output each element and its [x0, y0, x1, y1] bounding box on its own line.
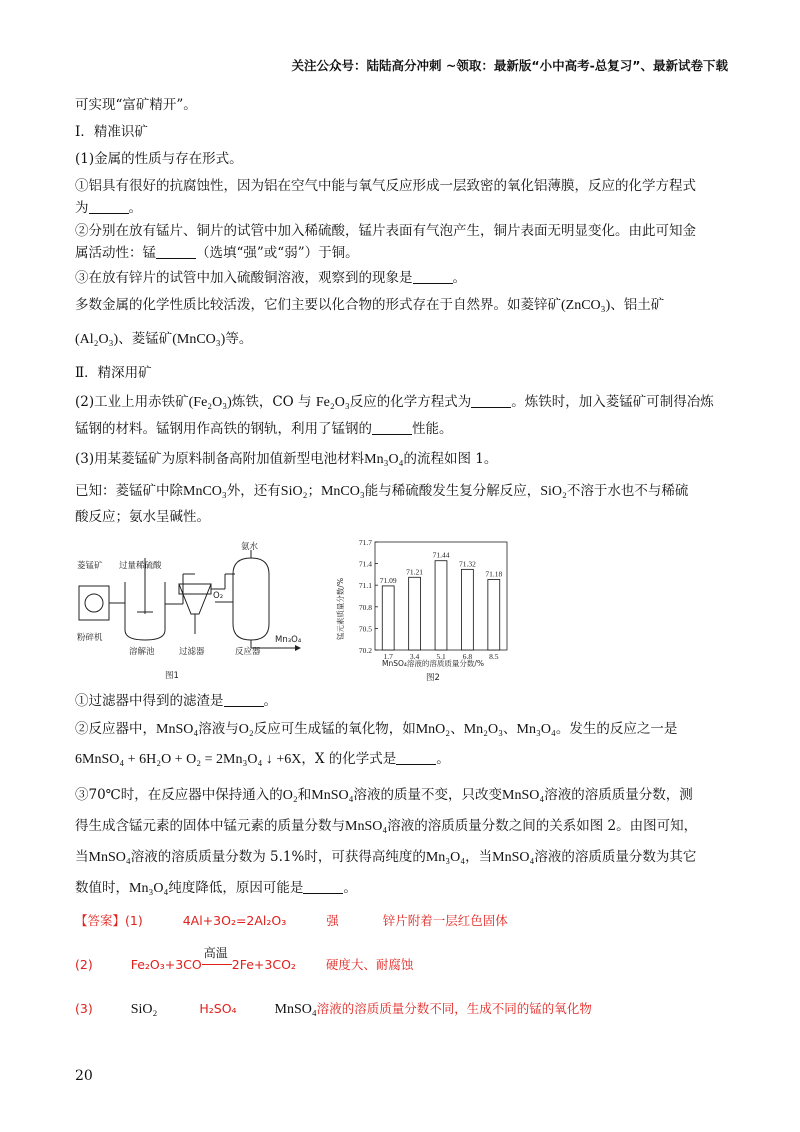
label-dissolver: 溶解池: [129, 647, 155, 657]
x-tick-label: 6.8: [462, 652, 473, 661]
text-line: 得生成含锰元素的固体中锰元素的质量分数与MnSO₄溶液的溶质质量分数之间的关系如图 2。由图可知，: [75, 818, 698, 834]
page-number: 20: [75, 1068, 93, 1084]
crusher-shape: [79, 586, 109, 620]
bar-value-label: 71.21: [406, 567, 424, 577]
condition-label: 高温: [203, 946, 228, 960]
x-tick-label: 3.4: [409, 652, 420, 661]
x-tick-label: 1.7: [383, 652, 393, 661]
text-line: 多数金属的化学性质比较活泼，它们主要以化合物的形式存在于自然界。如菱锌矿(ZnCO₃)、铝土矿: [75, 297, 665, 313]
process-flow-diagram: [75, 544, 325, 684]
answer-line-2: (2) Fe₂O₃+3CO 高温 2Fe+3CO₂ 硬度大、耐腐蚀: [75, 946, 414, 972]
bar-value-label: 71.44: [432, 550, 450, 560]
text-line: 可实现“富矿精开”。: [75, 97, 197, 113]
answer-blank: [156, 244, 196, 259]
bar: [461, 569, 473, 650]
bar-value-label: 71.18: [485, 569, 503, 579]
y-tick-label: 71.7: [358, 538, 372, 547]
text-line: ③在放有锌片的试管中加入硫酸铜溶液，观察到的现象是 。: [75, 270, 466, 286]
text-line: ③70℃时，在反应器中保持通入的O₂和MnSO₄溶液的质量不变，只改变MnSO₄溶液的溶质质量分数，测: [75, 787, 693, 803]
chart-xlabel: MnSO₄溶液的溶质质量分数/%: [381, 659, 485, 668]
text-line: ②分别在放有锰片、铜片的试管中加入稀硫酸，锰片表面有气泡产生，铜片表面无明显变化。由此可知金: [75, 223, 696, 239]
answer-blank: [224, 692, 264, 707]
chart-ylabel: 锰元素质量分数/%: [336, 577, 345, 641]
text-line: 已知：菱锰矿中除MnCO₃外，还有SiO₂；MnCO₃能与稀硫酸发生复分解反应，SiO₂不溶于水也不与稀硫: [75, 483, 689, 499]
section-heading: Ⅰ．精准识矿: [75, 124, 148, 140]
text-line: (1)金属的性质与存在形式。: [75, 151, 243, 167]
y-tick-label: 71.1: [358, 581, 372, 591]
reactor-shape: [233, 558, 269, 640]
y-tick-label: 70.8: [358, 602, 372, 612]
text-line: ①过滤器中得到的滤渣是 。: [75, 693, 277, 709]
bar: [409, 577, 421, 650]
x-tick-label: 8.5: [489, 652, 499, 661]
answer-blank: [303, 879, 343, 894]
text-line: 数值时，Mn₃O₄纯度降低，原因可能是 。: [75, 880, 357, 896]
answer-blank: [413, 269, 453, 284]
text-line: 酸反应；氨水呈碱性。: [75, 509, 210, 525]
x-tick-label: 5.1: [436, 652, 446, 661]
crusher-circle: [85, 594, 103, 612]
y-tick-label: 70.2: [358, 646, 372, 655]
y-tick-label: 70.5: [358, 624, 372, 634]
text-line: ②反应器中，MnSO₄溶液与O₂反应可生成锰的氧化物，如MnO₂、Mn₂O₃、Mn₃O₄。发生的反应之一是: [75, 721, 678, 737]
text-line: 当MnSO₄溶液的溶质质量分数为 5.1%时，可获得高纯度的Mn₃O₄，当MnSO₄溶液的溶质质量分数为其它: [75, 849, 697, 865]
y-tick-label: 71.4: [358, 559, 372, 569]
bar: [382, 586, 394, 650]
bar-value-label: 71.09: [379, 575, 397, 585]
text-line: (3)用某菱锰矿为原料制备高附加值新型电池材料Mn₃O₄的流程如图 1。: [75, 451, 498, 467]
label-product: Mn₃O₄: [275, 635, 302, 645]
filter-shape: [179, 584, 211, 614]
text-line: 锰钢的材料。锰钢用作高铁的钢轨，利用了锰钢的 性能。: [75, 421, 453, 437]
label-ammonia: 氨水: [241, 542, 259, 552]
label-o2: O₂: [213, 591, 224, 601]
figure1-caption: 图1: [165, 671, 179, 681]
answer-line-3: (3) SiO₂ H₂SO₄ MnSO₄溶液的溶质质量分数不同，生成不同的锰的氧化物: [75, 1001, 592, 1017]
section-heading: Ⅱ．精深用矿: [75, 365, 152, 381]
answer-blank: [471, 393, 511, 408]
text-line: 属活动性：锰 （选填“强”或“弱”）于铜。: [75, 245, 359, 261]
text-line: (Al₂O₃)、菱锰矿(MnCO₃)等。: [75, 331, 253, 347]
answer-blank: [396, 750, 436, 765]
label-reactor: 反应器: [235, 647, 261, 657]
bar: [435, 561, 447, 650]
text-line: ①铝具有很好的抗腐蚀性，因为铝在空气中能与氧气反应形成一层致密的氧化铝薄膜，反应的化学方程式: [75, 178, 696, 194]
label-acid: 过量稀硫酸: [119, 561, 162, 571]
bar: [488, 579, 500, 650]
figure2-caption: 图2: [426, 673, 440, 683]
text-line: (2)工业上用赤铁矿(Fe₂O₃)炼铁，CO 与 Fe₂O₃反应的化学方程式为 。炼铁时，加入菱锰矿可制得冶炼: [75, 394, 714, 410]
label-crusher: 粉碎机: [77, 633, 103, 643]
answer-blank: [89, 199, 129, 214]
text-line: 为 。: [75, 200, 142, 216]
bar-value-label: 71.32: [458, 559, 476, 569]
label-ore: 菱锰矿: [77, 561, 103, 571]
label-filter: 过滤器: [179, 647, 205, 657]
manganese-bar-chart: [337, 534, 517, 684]
text-line: 6MnSO₄ + 6H₂O + O₂ = 2Mn₃O₄ ↓ +6X，X 的化学式是 。: [75, 751, 450, 767]
answer-line-1: 【答案】(1) 4Al+3O₂=2Al₂O₃ 强 锌片附着一层红色固体: [75, 913, 508, 928]
answer-blank: [372, 420, 412, 435]
page-header: 关注公众号：陆陆高分冲刺 ~领取：最新版“小中高考-总复习”、最新试卷下载: [291, 58, 728, 73]
